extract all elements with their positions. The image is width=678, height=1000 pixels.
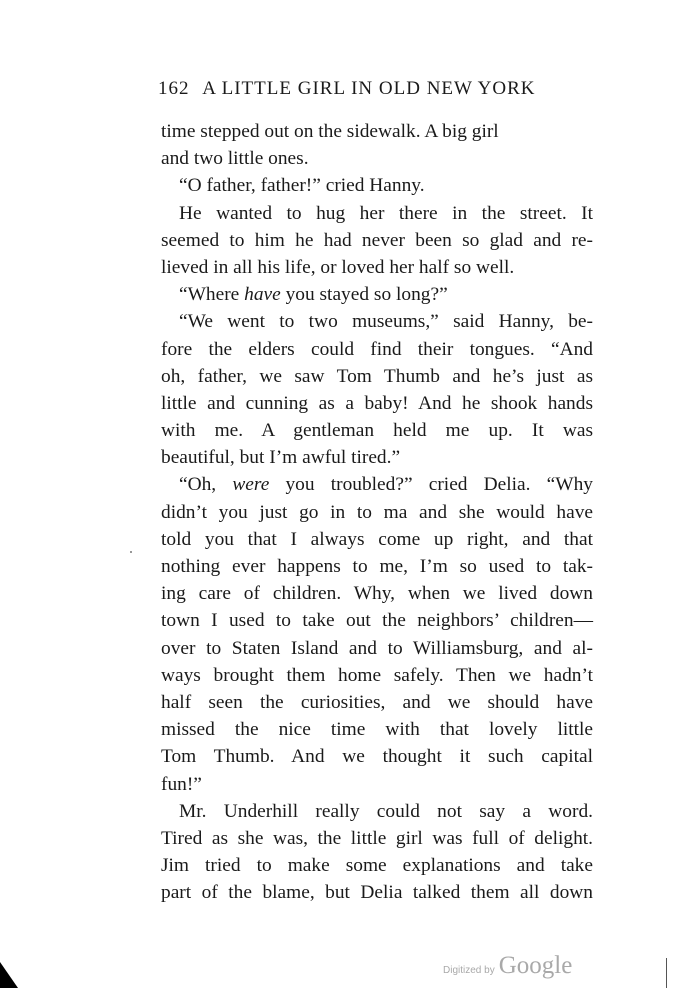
text-line: time stepped out on the sidewalk. A big girl [161, 121, 499, 142]
margin-speck [130, 551, 132, 553]
text-line: oh, father, we saw Tom Thumb and he’s just as [161, 365, 593, 387]
text-line: “We went to two museums,” said Hanny, be- [179, 311, 593, 333]
text-line: ways brought them home safely. Then we hadn’t [161, 664, 593, 686]
text-line: and two little ones. [161, 148, 309, 170]
page-corner-mark [0, 962, 18, 988]
text-line: didn’t you just go in to ma and she would have [161, 501, 593, 523]
text-line: with me. A gentleman held me up. It was [161, 420, 593, 442]
text-line: lieved in all his life, or loved her half so well. [161, 256, 515, 278]
text-line: over to Staten Island and to Williamsburg, and al- [161, 637, 593, 659]
google-logo: Google [498, 952, 573, 979]
text-line: seemed to him he had never been so glad and re- [161, 229, 593, 251]
emphasis: were [232, 474, 270, 496]
running-header [158, 78, 554, 100]
text-line: “O father, father!” cried Hanny. [179, 175, 425, 197]
text-line: “Where have you stayed so long?” [179, 284, 448, 306]
text-line: Mr. Underhill really could not say a word. [179, 800, 593, 822]
text-line: Jim tried to make some explanations and take [161, 855, 593, 877]
text-line: He wanted to hug her there in the street. It [179, 202, 593, 224]
emphasis: have [244, 284, 281, 306]
text-line: “Oh, were you troubled?” cried Delia. “Why [179, 474, 593, 496]
watermark-prefix: Digitized by [443, 965, 495, 976]
text-line: part of the blame, but Delia talked them all down [161, 882, 593, 904]
text-line: Tired as she was, the little girl was full of delight. [161, 827, 593, 849]
text-line: fun!” [161, 773, 202, 795]
text-line: fore the elders could find their tongues. “And [161, 338, 593, 360]
text-line: Tom Thumb. And we thought it such capital [161, 746, 593, 768]
text-line: missed the nice time with that lovely little [161, 719, 593, 741]
text-line: told you that I always come up right, and that [161, 528, 593, 550]
text-line: little and cunning as a baby! And he shook hands [161, 392, 593, 414]
text-line: ing care of children. Why, when we lived down [161, 583, 593, 605]
running-title: A LITTLE GIRL IN OLD NEW YORK [202, 78, 536, 99]
body-text [161, 118, 593, 906]
text-line: nothing ever happens to me, I’m so used to tak- [161, 556, 593, 577]
text-line: half seen the curiosities, and we should have [161, 691, 593, 713]
page-edge-mark [666, 958, 667, 988]
text-line: beautiful, but I’m awful tired.” [161, 447, 401, 469]
page-number: 162 [158, 78, 190, 99]
digitization-watermark [443, 952, 572, 980]
text-line: town I used to take out the neighbors’ children— [161, 610, 593, 632]
